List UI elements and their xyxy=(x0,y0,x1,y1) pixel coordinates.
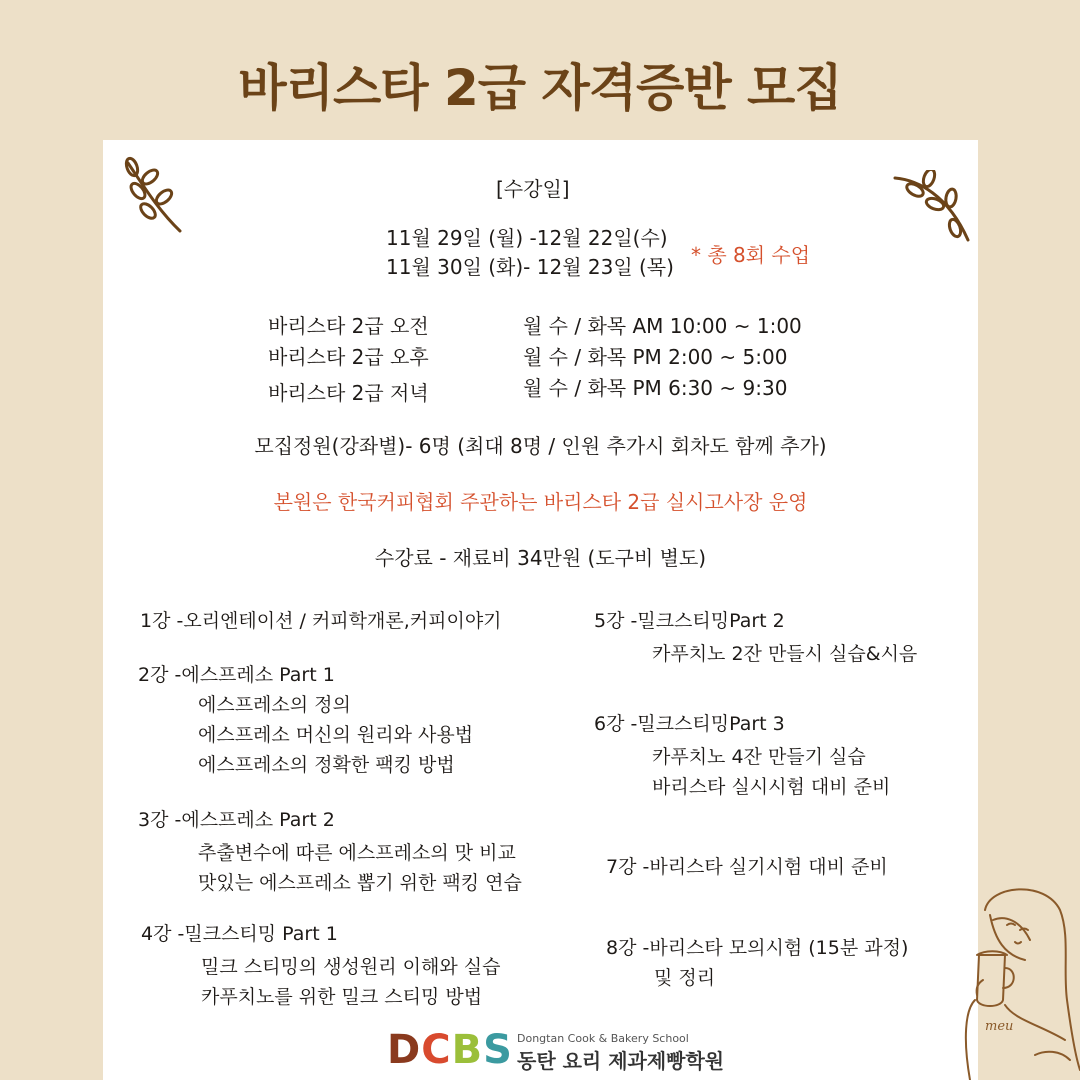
lesson-title: 7강 -바리스타 실기시험 대비 준비 xyxy=(606,856,888,878)
class-time: 월 수 / 화목 PM 2:00 ~ 5:00 xyxy=(523,345,788,369)
total-sessions-note: * 총 8회 수업 xyxy=(691,243,811,267)
left-branch-icon xyxy=(118,155,188,235)
logo-letter: C xyxy=(421,1027,452,1073)
schedule-line-1: 11월 29일 (월) -12월 22일(수) xyxy=(386,226,668,250)
lesson-title: 5강 -밀크스티밍Part 2 xyxy=(594,610,785,632)
lesson-title: 1강 -오리엔테이션 / 커피학개론,커피이야기 xyxy=(140,610,502,632)
exam-venue-note: 본원은 한국커피협회 주관하는 바리스타 2급 실시고사장 운영 xyxy=(273,490,808,514)
logo-letter: B xyxy=(451,1027,484,1073)
lesson-item: 에스프레소의 정확한 팩킹 방법 xyxy=(198,754,455,776)
lesson-title: 2강 -에스프레소 Part 1 xyxy=(138,664,335,686)
lesson-item: 에스프레소의 정의 xyxy=(198,694,351,716)
class-time: 월 수 / 화목 PM 6:30 ~ 9:30 xyxy=(523,376,788,400)
lesson-title: 3강 -에스프레소 Part 2 xyxy=(138,809,335,831)
class-name: 바리스타 2급 오전 xyxy=(268,314,429,338)
dcbs-logo xyxy=(387,1028,513,1072)
lesson-item: 추출변수에 따른 에스프레소의 맛 비교 xyxy=(198,842,516,864)
page-title: 바리스타 2급 자격증반 모집 xyxy=(238,59,842,117)
lesson-5 xyxy=(594,606,917,669)
lesson-item: 카푸치노 4잔 만들기 실습 xyxy=(652,746,866,768)
capacity-text: 모집정원(강좌별)- 6명 (최대 8명 / 인원 추가시 회차도 함께 추가) xyxy=(254,434,827,458)
logo-letter: S xyxy=(483,1027,513,1073)
lesson-item: 바리스타 실시시험 대비 준비 xyxy=(652,776,891,798)
lesson-title: 6강 -밀크스티밍Part 3 xyxy=(594,713,785,735)
content-card xyxy=(103,140,978,1080)
woman-with-cup-illustration xyxy=(945,880,1080,1080)
lesson-item: 및 정리 xyxy=(654,967,716,989)
lesson-item: 밀크 스티밍의 생성원리 이해와 실습 xyxy=(201,956,501,978)
class-name: 바리스타 2급 오후 xyxy=(268,345,429,369)
schedule-line-2: 11월 30일 (화)- 12월 23일 (목) xyxy=(386,255,674,279)
lesson-7 xyxy=(606,852,888,882)
lesson-3 xyxy=(138,805,522,898)
lesson-2 xyxy=(138,660,473,780)
lesson-6 xyxy=(594,709,890,802)
lesson-4 xyxy=(141,919,500,1012)
logo-english-name: Dongtan Cook & Bakery School xyxy=(517,1032,689,1045)
lesson-item: 맛있는 에스프레소 뽑기 위한 팩킹 연습 xyxy=(198,872,522,894)
class-name: 바리스타 2급 저녁 xyxy=(268,381,429,405)
lesson-item: 카푸치노 2잔 만들시 실습&시음 xyxy=(652,643,918,665)
lesson-title: 4강 -밀크스티밍 Part 1 xyxy=(141,923,338,945)
logo-letter: D xyxy=(387,1027,422,1073)
cup-text: meu xyxy=(985,1019,1014,1034)
lesson-item: 카푸치노를 위한 밀크 스티밍 방법 xyxy=(201,986,483,1008)
fee-text: 수강료 - 재료비 34만원 (도구비 별도) xyxy=(374,546,707,570)
schedule-heading: [수강일] xyxy=(496,177,570,201)
right-branch-icon xyxy=(893,170,973,245)
lesson-item: 에스프레소 머신의 원리와 사용법 xyxy=(198,724,474,746)
lesson-title: 8강 -바리스타 모의시험 (15분 과정) xyxy=(606,937,909,959)
logo-korean-name: 동탄 요리 제과제빵학원 xyxy=(517,1049,725,1073)
class-time: 월 수 / 화목 AM 10:00 ~ 1:00 xyxy=(523,314,802,338)
lesson-1 xyxy=(140,606,502,636)
lesson-8 xyxy=(606,933,908,993)
